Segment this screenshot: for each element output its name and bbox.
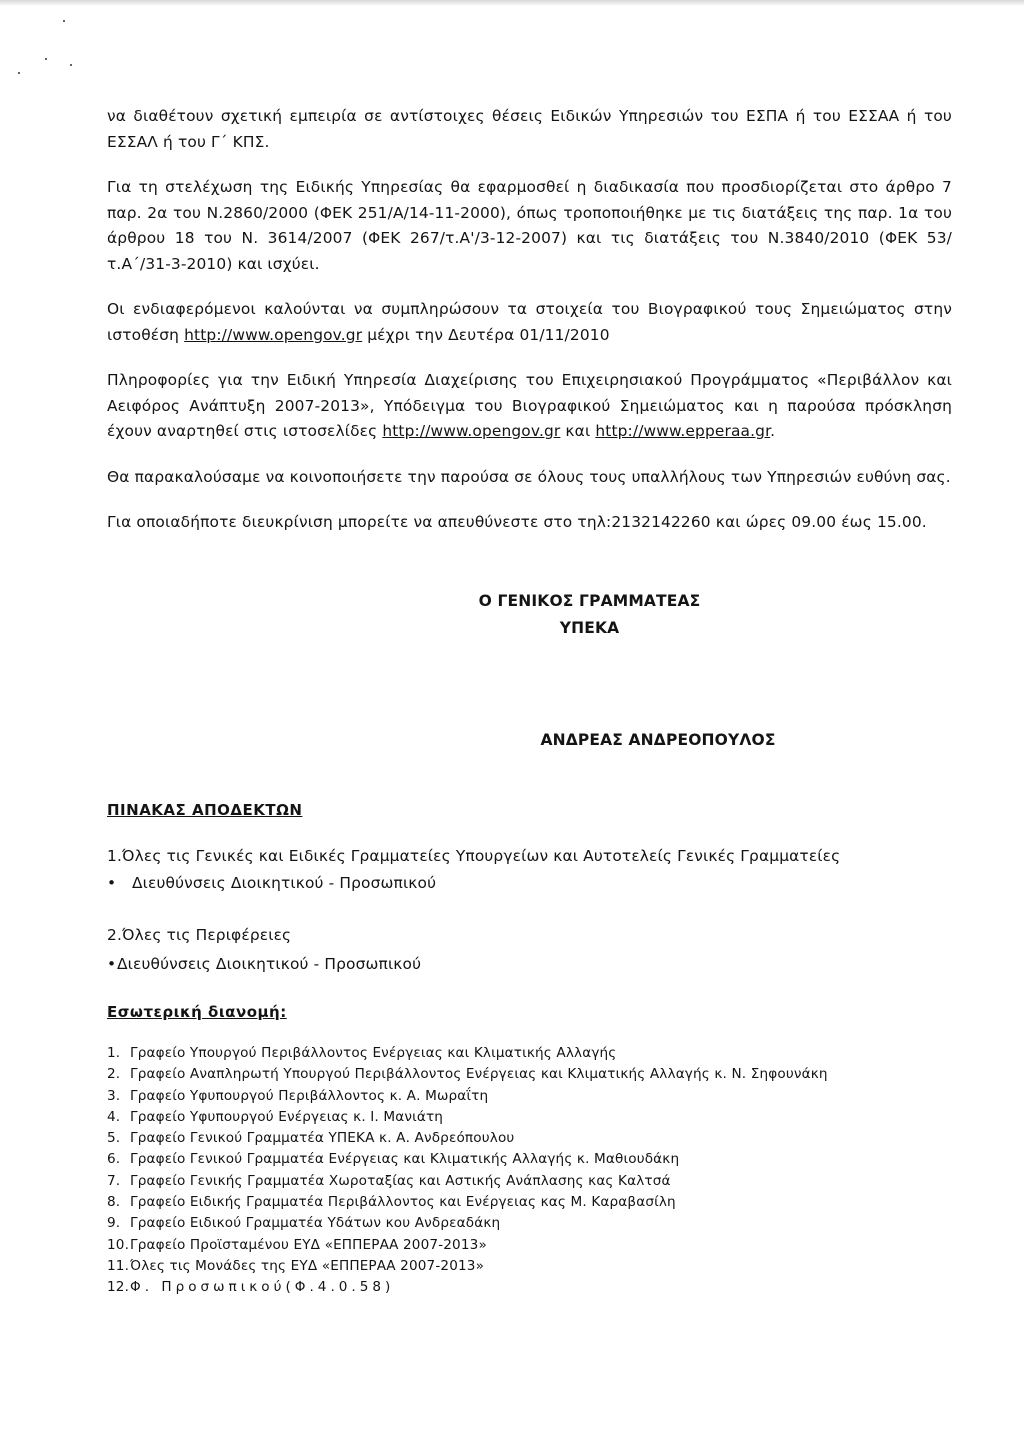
list-item-text: Γραφείο Γενικής Γραμματέα Χωροταξίας και Αστικής Ανάπλασης κας Καλτσά [130, 1172, 671, 1189]
opengov-link[interactable]: http://www.opengov.gr [382, 422, 561, 440]
list-item-text: Γραφείο Γενικού Γραμματέα ΥΠΕΚΑ κ. Α. Ανδρεόπουλου [130, 1130, 515, 1147]
scan-speck [18, 72, 20, 74]
list-item-number: 2. [107, 1066, 121, 1083]
bullet-icon: • [107, 955, 117, 973]
scan-top-edge [0, 0, 1024, 6]
bullet-text: Διευθύνσεις Διοικητικού - Προσωπικού [132, 874, 437, 892]
list-item-text: Όλες τις Μονάδες της ΕΥΔ «ΕΠΠΕΡΑΑ 2007-2013» [130, 1257, 485, 1274]
recipients-section [107, 798, 952, 978]
recipient-item-2: 2.Όλες τις Περιφέρειες [107, 925, 292, 944]
recipient-item-2-bullet [107, 952, 952, 978]
opengov-link[interactable]: http://www.opengov.gr [184, 325, 363, 344]
recipient-item-1-bullet [107, 871, 952, 897]
list-item-text: Γραφείο Προϊσταμένου ΕΥΔ «ΕΠΠΕΡΑΑ 2007-2013» [130, 1236, 487, 1253]
recipients-heading: ΠΙΝΑΚΑΣ ΑΠΟΔΕΚΤΩΝ [107, 801, 303, 819]
list-item [107, 1171, 952, 1192]
paragraph-notify: Θα παρακαλούσαμε να κοινοποιήσετε την παρούσα σε όλους τους υπαλλήλους των Υπηρεσιών ευθύνη σας. [107, 467, 951, 486]
deadline-text: μέχρι την Δευτέρα 01/11/2010 [362, 325, 610, 344]
list-item-number: 8. [107, 1194, 121, 1211]
internal-list [107, 1043, 952, 1299]
document-body [107, 104, 952, 1299]
epperaa-link[interactable]: http://www.epperaa.gr [595, 422, 771, 440]
list-item-number: 1. [107, 1045, 121, 1061]
info-text: Πληροφορίες για την Ειδική Υπηρεσία Διαχείρισης του Επιχειρησιακού Προγράμματος «Περιβάλλον και Αειφόρος Ανάπτυξη 2007-2013», Υπόδειγμα του Βιογραφικού Σημειώματος και η παρούσα πρόσκληση έχουν αναρτηθεί στις ιστοσελίδες [107, 371, 952, 440]
signature-title-line2: ΥΠΕΚΑ [559, 618, 620, 637]
paragraph-experience: να διαθέτουν σχετική εμπειρία σε αντίστοιχες θέσεις Ειδικών Υπηρεσιών του ΕΣΠΑ ή του ΕΣΣΑΑ ή του ΕΣΣΑΛ ή του Γ΄ ΚΠΣ. [107, 107, 952, 151]
list-item [107, 1128, 952, 1149]
scan-speck [63, 20, 65, 22]
list-item [107, 1064, 952, 1085]
info-and: και [560, 422, 596, 440]
bullet-text: Διευθύνσεις Διοικητικού - Προσωπικού [117, 955, 422, 973]
list-item-text: Γραφείο Αναπληρωτή Υπουργού Περιβάλλοντος Ενέργειας και Κλιματικής Αλλαγής κ. Ν. Σηφουνάκη [130, 1066, 828, 1083]
list-item [107, 1043, 952, 1064]
list-item [107, 1192, 952, 1213]
internal-distribution [107, 1000, 952, 1299]
scan-speck [45, 58, 47, 60]
list-item [107, 1256, 952, 1277]
list-item-number: 11. [107, 1257, 130, 1274]
list-item [107, 1149, 952, 1170]
list-item-text: Γραφείο Υφυπουργού Ενέργειας κ. Ι. Μανιάτη [130, 1108, 444, 1125]
paragraph-contact: Για οποιαδήποτε διευκρίνιση μπορείτε να απευθύνεστε στο τηλ:2132142260 και ώρες 09.00 έως 15.00. [107, 513, 927, 531]
list-item-text: Φ. Προσωπικού(Φ.4.0.58) [130, 1279, 395, 1296]
list-item-number: 10. [107, 1236, 130, 1253]
list-item-text: Γραφείο Υφυπουργού Περιβάλλοντος κ. Α. Μωραΐτη [130, 1087, 489, 1104]
list-item-number: 7. [107, 1172, 121, 1189]
list-item-number: 4. [107, 1108, 121, 1125]
list-item-text: Γραφείο Ειδικού Γραμματέα Υδάτων κου Ανδρεαδάκη [130, 1215, 501, 1232]
list-item-text: Γραφείο Υπουργού Περιβάλλοντος Ενέργειας και Κλιματικής Αλλαγής [130, 1045, 617, 1061]
signature-title-line1: Ο ΓΕΝΙΚΟΣ ΓΡΑΜΜΑΤΕΑΣ [478, 591, 701, 610]
paragraph-information [107, 368, 952, 445]
list-item [107, 1277, 952, 1298]
list-item [107, 1107, 952, 1128]
list-item-number: 6. [107, 1151, 121, 1168]
list-item [107, 1213, 952, 1234]
bullet-icon: • [107, 874, 117, 892]
signature-title [107, 588, 952, 642]
list-item [107, 1235, 952, 1256]
list-item-text: Γραφείο Γενικού Γραμματέα Ενέργειας και Κλιματικής Αλλαγής κ. Μαθιουδάκη [130, 1151, 680, 1168]
scan-speck [70, 64, 72, 66]
recipient-item-1: 1.Όλες τις Γενικές και Ειδικές Γραμματείες Υπουργείων και Αυτοτελείς Γενικές Γραμματείες [107, 846, 841, 865]
list-item-text: Γραφείο Ειδικής Γραμματέα Περιβάλλοντος και Ενέργειας κας Μ. Καραβασίλη [130, 1194, 676, 1211]
list-item-number: 3. [107, 1087, 121, 1104]
list-item-number: 9. [107, 1215, 121, 1232]
paragraph-procedure: Για τη στελέχωση της Ειδικής Υπηρεσίας θα εφαρμοσθεί η διαδικασία που προσδιορίζεται στο άρθρο 7 παρ. 2α του Ν.2860/2000 (ΦΕΚ 251/Α/14-11-2000), όπως τροποποιήθηκε με τις διατάξεις της παρ. 1α του άρθρου 18 του Ν. 3614/2007 (ΦΕΚ 267/τ.Α'/3-12-2007) και τις διατάξεις του Ν.3840/2010 (ΦΕΚ 53/τ.Α΄/31-3-2010) και ισχύει. [107, 178, 952, 273]
list-item [107, 1086, 952, 1107]
internal-heading: Εσωτερική διανομή: [107, 1002, 287, 1021]
list-item-number: 12. [107, 1279, 130, 1296]
cv-text: Οι ενδιαφερόμενοι καλούνται να συμπληρώσουν τα στοιχεία του Βιογραφικού τους Σημειώματος στην ιστοθέση [107, 300, 952, 344]
signature-name: ΑΝΔΡΕΑΣ ΑΝΔΡΕΟΠΟΥΛΟΣ [540, 730, 776, 749]
info-end: . [770, 422, 776, 440]
paragraph-cv-submission [107, 297, 952, 348]
list-item-number: 5. [107, 1130, 121, 1147]
